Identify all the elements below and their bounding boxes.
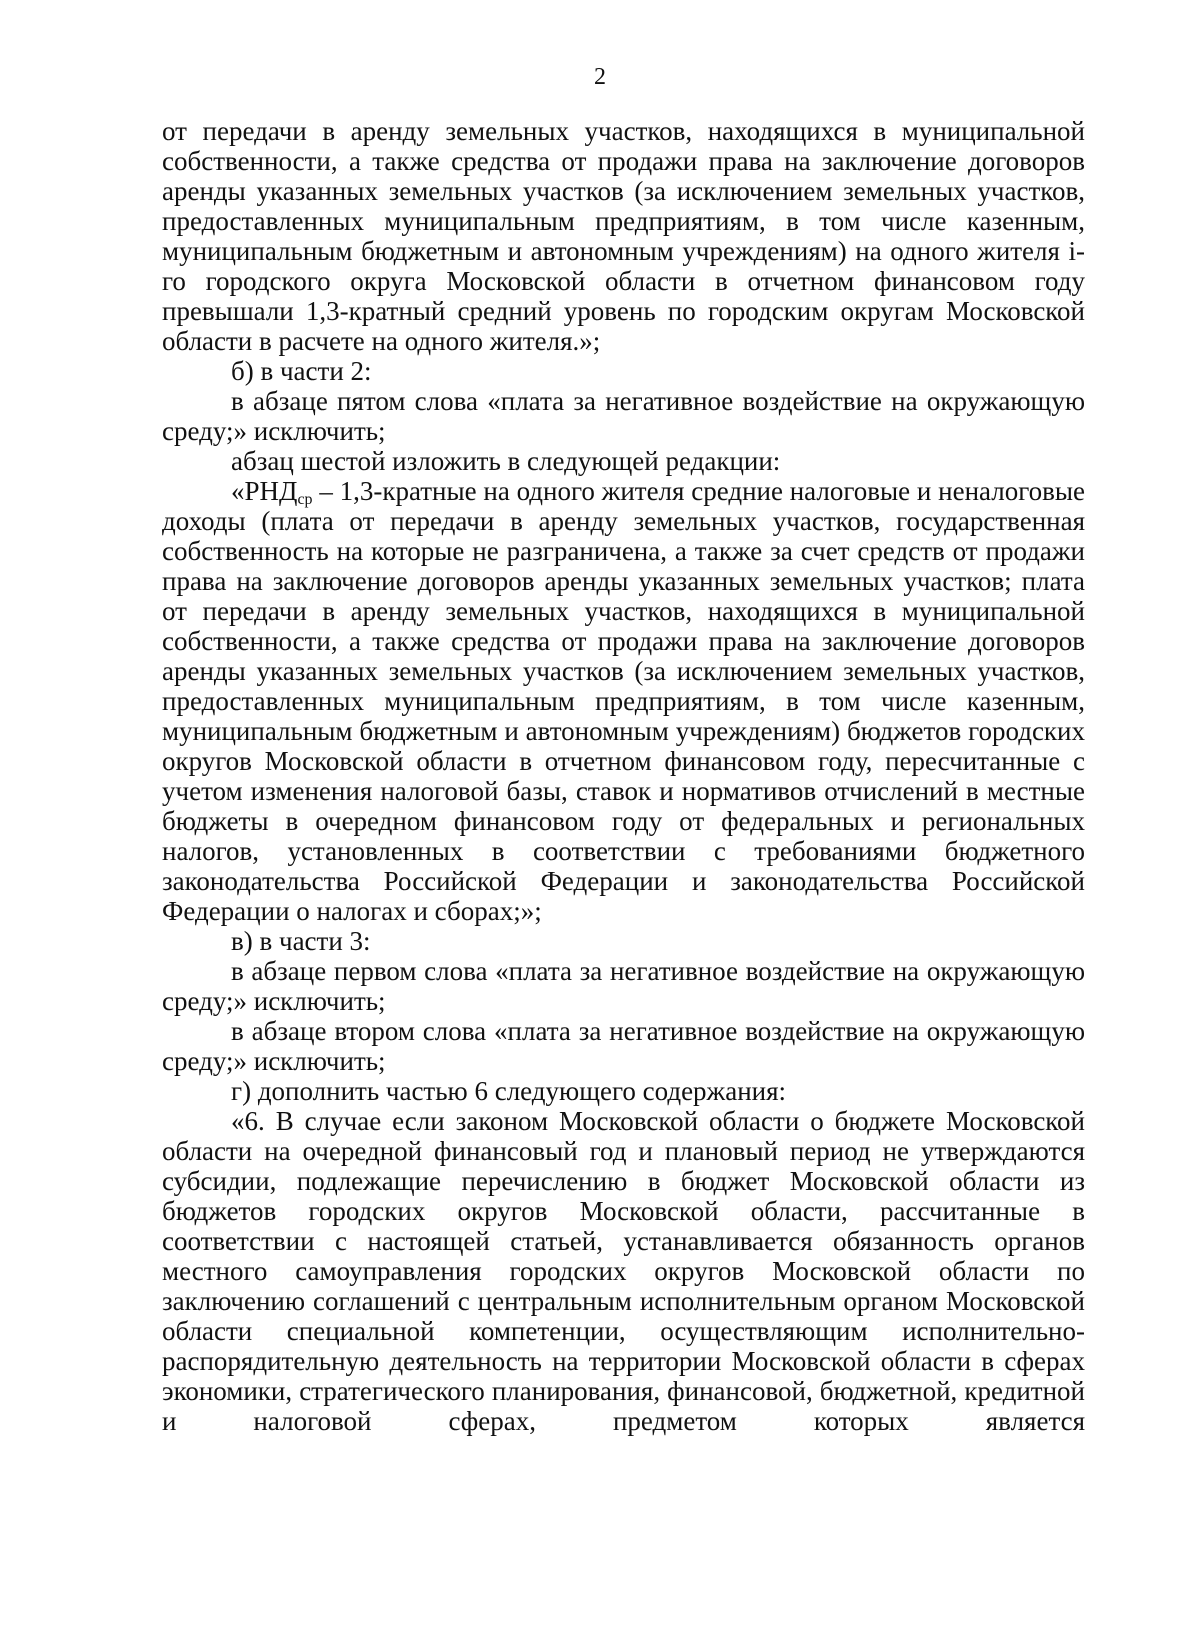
rnd-subscript: ср bbox=[297, 491, 313, 508]
paragraph-part-6: «6. В случае если законом Московской области о бюджете Московской области на очередной финансовый год и плановый период не утверждаются субсидии, подлежащие перечислению в бюджет Московской области из бюджетов городских округов Московской области, рассчитанные в соответствии с настоящей статьей, устанавливается обязанность органов местного самоуправления городских округов Московской области по заключению соглашений с центральным исполнительным органом Московской области специальной компетенции, осуществляющим исполнительно-распорядительную деятельность на территории Московской области в сферах экономики, стратегического планирования, финансовой, бюджетной, кредитной и налоговой сферах, предметом которых является bbox=[162, 1106, 1085, 1436]
paragraph-item-b: б) в части 2: bbox=[231, 356, 372, 386]
paragraph-amendment-4: в абзаце втором слова «плата за негативное воздействие на окружающую среду;» исключить; bbox=[162, 1016, 1085, 1076]
paragraph-amendment-3: в абзаце первом слова «плата за негативное воздействие на окружающую среду;» исключить; bbox=[162, 956, 1085, 1016]
document-body bbox=[162, 116, 1085, 1436]
paragraph-amendment-1: в абзаце пятом слова «плата за негативное воздействие на окружающую среду;» исключить; bbox=[162, 386, 1085, 446]
rnd-definition-text: – 1,3-кратные на одного жителя средние налоговые и неналоговые доходы (плата от передачи в аренду земельных участков, государственная собственность на которые не разграничена, а также за счет средств от продажи права на заключение договоров аренды указанных земельных участков; плата от передачи в аренду земельных участков, находящихся в муниципальной собственности, а также средства от продажи права на заключение договоров аренды указанных земельных участков (за исключением земельных участков, предоставленных муниципальным предприятиям, в том числе казенным, муниципальным бюджетным и автономным учреждениям) бюджетов городских округов Московской области в отчетном финансовом году, пересчитанные с учетом изменения налоговой базы, ставок и нормативов отчислений в местные бюджеты в очередном финансовом году от федеральных и региональных налогов, установленных в соответствии с требованиями бюджетного законодательства Российской Федерации и законодательства Российской Федерации о налогах и сборах;»; bbox=[162, 476, 1085, 926]
rnd-symbol: «РНД bbox=[231, 476, 298, 506]
paragraph-item-v: в) в части 3: bbox=[231, 926, 371, 956]
page-number: 2 bbox=[594, 64, 606, 90]
paragraph-item-g: г) дополнить частью 6 следующего содержания: bbox=[231, 1076, 787, 1106]
paragraph-amendment-2: абзац шестой изложить в следующей редакции: bbox=[231, 446, 781, 476]
paragraph-continuation: от передачи в аренду земельных участков, находящихся в муниципальной собственности, а также средства от продажи права на заключение договоров аренды указанных земельных участков (за исключением земельных участков, предоставленных муниципальным предприятиям, в том числе казенным, муниципальным бюджетным и автономным учреждениям) на одного жителя i-го городского округа Московской области в отчетном финансовом году превышали 1,3-кратный средний уровень по городским округам Московской области в расчете на одного жителя.»; bbox=[162, 116, 1085, 356]
paragraph-rnd-definition bbox=[162, 476, 1085, 926]
